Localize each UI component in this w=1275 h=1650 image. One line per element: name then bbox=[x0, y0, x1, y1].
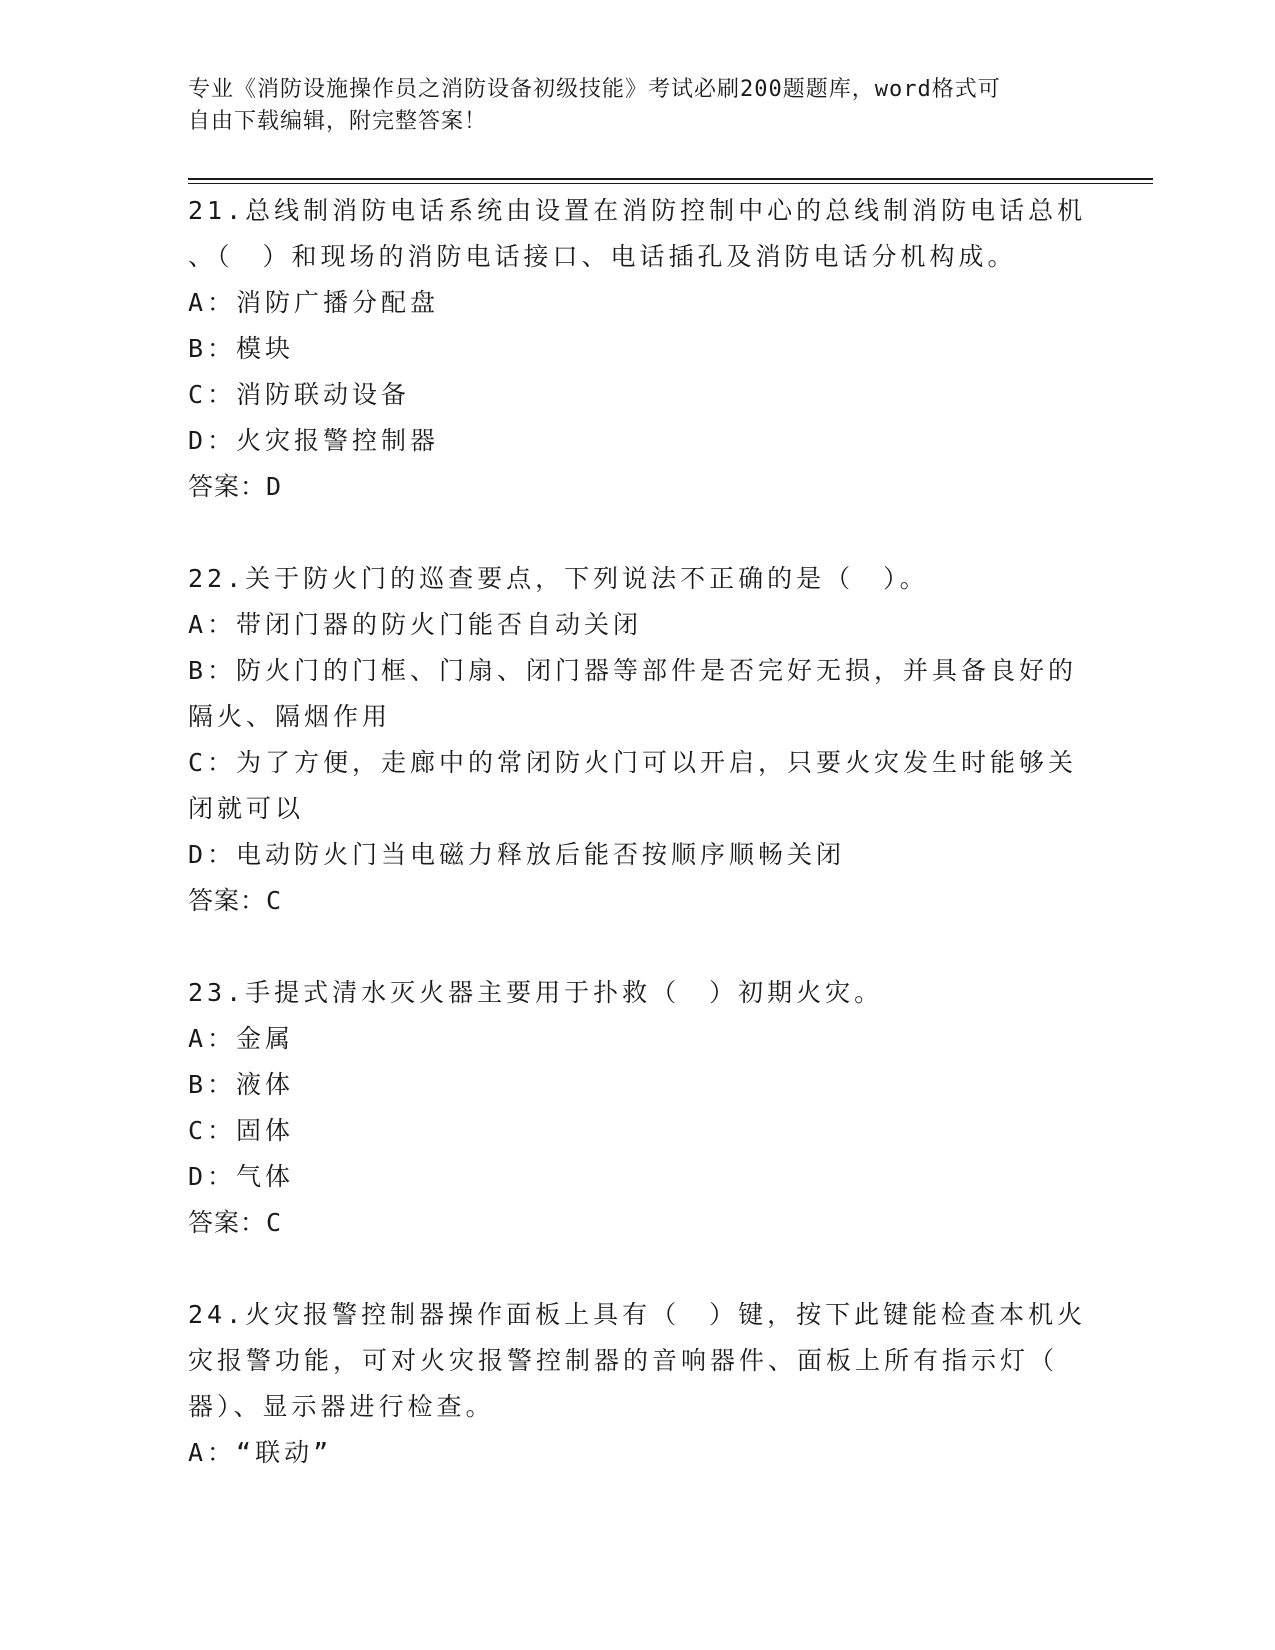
answer-option-line: B：防火门的门框、门扇、闭门器等部件是否完好无损，并具备良好的 bbox=[188, 656, 1078, 685]
question-block bbox=[188, 970, 1088, 1246]
question-block bbox=[188, 1292, 1088, 1476]
answer-key: 答案：D bbox=[188, 472, 283, 501]
question-stem-line: 器）、显示器进行检查。 bbox=[188, 1392, 495, 1421]
question-stem-line: 21.总线制消防电话系统由设置在消防控制中心的总线制消防电话总机 bbox=[188, 196, 1087, 225]
question-stem-line: 23.手提式清水灭火器主要用于扑救（ ）初期火灾。 bbox=[188, 978, 884, 1007]
question-stem-line: 灾报警功能，可对火灾报警控制器的音响器件、面板上所有指示灯（ bbox=[188, 1346, 1059, 1375]
answer-option-line: B：液体 bbox=[188, 1070, 295, 1099]
answer-option-line: 隔火、隔烟作用 bbox=[188, 702, 392, 731]
answer-option-line: D：火灾报警控制器 bbox=[188, 426, 440, 455]
answer-option-line: D：电动防火门当电磁力释放后能否按顺序顺畅关闭 bbox=[188, 840, 846, 869]
answer-option-line: A：金属 bbox=[188, 1024, 295, 1053]
answer-key: 答案：C bbox=[188, 886, 283, 915]
question-stem-line: 24.火灾报警控制器操作面板上具有（ ）键，按下此键能检查本机火 bbox=[188, 1300, 1087, 1329]
answer-option-line: 闭就可以 bbox=[188, 794, 305, 823]
question-list bbox=[188, 188, 1088, 1476]
question-block bbox=[188, 188, 1088, 510]
answer-option-line: C：消防联动设备 bbox=[188, 380, 411, 409]
header-line-1: 专业《消防设施操作员之消防设备初级技能》考试必刷200题题库，word格式可 bbox=[188, 77, 1001, 102]
answer-option-line: C：固体 bbox=[188, 1116, 295, 1145]
question-stem-line: 22.关于防火门的巡查要点，下列说法不正确的是（ ）。 bbox=[188, 564, 929, 593]
question-stem-line: 、（ ）和现场的消防电话接口、电话插孔及消防电话分机构成。 bbox=[188, 242, 1017, 271]
header-divider bbox=[188, 178, 1153, 184]
answer-option-line: A：带闭门器的防火门能否自动关闭 bbox=[188, 610, 643, 639]
answer-option-line: A：消防广播分配盘 bbox=[188, 288, 440, 317]
answer-option-line: D：气体 bbox=[188, 1162, 295, 1191]
answer-option-line: A：“联动” bbox=[188, 1438, 333, 1467]
answer-option-line: C：为了方便，走廊中的常闭防火门可以开启，只要火灾发生时能够关 bbox=[188, 748, 1078, 777]
answer-option-line: B：模块 bbox=[188, 334, 295, 363]
question-block bbox=[188, 556, 1088, 924]
header-line-2: 自由下载编辑，附完整答案！ bbox=[188, 109, 488, 134]
answer-key: 答案：C bbox=[188, 1208, 283, 1237]
document-header bbox=[188, 74, 1068, 138]
